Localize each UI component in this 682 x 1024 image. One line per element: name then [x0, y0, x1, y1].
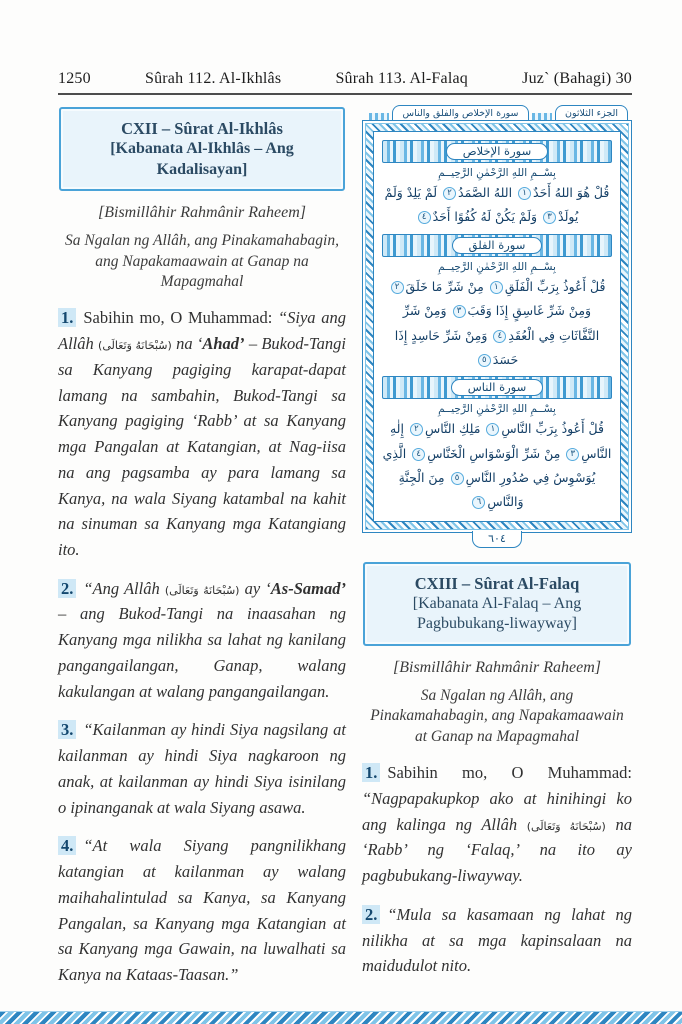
verse-112-4: [58, 833, 346, 987]
verse-number: 2.: [362, 905, 380, 924]
surah-names-tab: سورة الإخلاص والفلق والناس: [392, 105, 528, 120]
content-columns: [58, 105, 632, 1001]
tab-ornament: [369, 113, 389, 120]
ayat-falaq: قُلْ أَعُوذُ بِرَبِّ الْفَلَقِ١ مِنْ شَرِّ مَا خَلَقَ٢ وَمِنْ شَرِّ غَاسِقٍ إِذَا وَقَبَ٣ وَمِنْ شَرِّ النَّفَّاثَاتِ فِي الْعُقَدِ٤ وَمِنْ شَرِّ حَاسِدٍ إِذَا حَسَدَ٥: [382, 275, 612, 373]
bismillah-arabic: بِسْــمِ اللهِ الرَّحْمٰنِ الرَّحِيــمِ: [438, 260, 556, 273]
title-box-ikhlas-title: CXII – Sûrat Al-Ikhlâs: [121, 119, 283, 138]
bismillah-arabic: بِسْــمِ اللهِ الرَّحْمٰنِ الرَّحِيــمِ: [438, 167, 556, 179]
verse-number: 1.: [58, 308, 76, 327]
mushaf-text-area: [373, 131, 621, 522]
verse-number: 4.: [58, 836, 76, 855]
mushaf-page-number-row: [362, 531, 632, 548]
page-header: [58, 0, 632, 95]
bismillah-transliteration: [Bismillâhir Rahmânir Raheem]: [393, 658, 601, 676]
verse-112-3: [58, 717, 346, 820]
verse-text: Sabihin mo, O Muhammad: “Nagpapakupkop ako at hinihingi ko ang kalinga ng Allâh (سُبْحَانَهُ وَتَعَالَى) na ‘Rabb’ ng ‘Falaq,’ na ito ay pagbubukang-liwayway.: [362, 763, 632, 886]
title-box-ikhlas-subtitle: [Kabanata Al-Ikhlâs – Ang Kadalisayan]: [110, 140, 294, 178]
mushaf-outer-frame: [362, 120, 632, 533]
verse-text: “Kailanman ay hindi Siya nagsilang at kailanman ay hindi Siya nagkaroon ng anak, at kailanman ay hindi Siya isinilang o ipinanganak at wala Siyang asawa.: [58, 720, 346, 817]
verse-text: Sabihin mo, O Muhammad: “Siya ang Allâh (سُبْحَانَهُ وَتَعَالَى) na ‘Ahad’ – Bukod-Tangi sa Kanyang pagiging karapat-dapat lamang na sambahin, Bukod-Tangi sa Kanyang pagiging ‘Rabb’ at sa Kanyang mga Pangalan at Katangian, at Nag-iisa na ang pagsamba ay para lamang sa Kanya, na wala Siyang katambal na kahit na sinuman sa Kanyang mga Katangiang ito.: [58, 308, 346, 560]
verse-number: 2.: [58, 579, 76, 598]
page-number: 1250: [58, 70, 91, 87]
ayat-ikhlas: قُلْ هُوَ اللهُ أَحَدٌ١ اللهُ الصَّمَدُ٢ لَمْ يَلِدْ وَلَمْ يُولَدْ٣ وَلَمْ يَكُنْ لَهُ كُفُوًا أَحَدٌ٤: [384, 185, 610, 225]
title-box-falaq-subtitle: [Kabanata Al-Falaq – Ang Pagbubukang-liwayway]: [412, 594, 582, 633]
verse-112-2: [58, 576, 346, 705]
surah-title-band-falaq: [382, 234, 612, 257]
ayat-nas: قُلْ أَعُوذُ بِرَبِّ النَّاسِ١ مَلِكِ النَّاسِ٢ إِلٰهِ النَّاسِ٣ مِنْ شَرِّ الْوَسْوَاسِ الْخَنَّاسِ٤ الَّذِي يُوَسْوِسُ فِي صُدُورِ النَّاسِ٥ مِنَ الْجِنَّةِ وَالنَّاسِ٦: [382, 421, 612, 510]
header-juz-label: Juz` (Bahagi) 30: [522, 70, 632, 87]
header-surah-113: Sûrah 113. Al-Falaq: [335, 70, 468, 87]
verse-113-2: [362, 902, 632, 979]
mushaf-page-number: ٦٠٤: [472, 531, 522, 548]
verse-text: “Ang Allâh (سُبْحَانَهُ وَتَعَالَى) ay ‘As-Samad’ – ang Bukod-Tangi na inaasahan ng Kanyang mga nilikha sa lahat ng kanilang pangangailangan, Ganap, walang kakulangan at walang pangangailangan.: [58, 578, 346, 701]
juz-name-tab: الجزء الثلاثون: [555, 105, 628, 120]
bismillah-translation: Sa Ngalan ng Allâh, ang Pinakamahabagin, ang Napakamaawain at Ganap na Mapagmahal: [370, 686, 624, 745]
verse-112-1: [58, 305, 346, 562]
verse-number: 1.: [362, 763, 380, 782]
mushaf-header-tabs: [362, 105, 632, 120]
column-ikhlas-translation: [58, 105, 346, 1001]
column-falaq: [362, 105, 632, 1001]
verse-113-1: [362, 760, 632, 889]
surah-title-arabic: سورة الفلق: [452, 237, 543, 254]
tab-ornament: [532, 113, 552, 120]
surah-title-arabic: سورة الناس: [451, 379, 544, 396]
verse-text: “Mula sa kasamaan ng lahat ng nilikha at sa mga kapinsalaan na maidudulot nito.: [362, 904, 632, 976]
surah-title-arabic: سورة الإخلاص: [446, 143, 548, 160]
bismillah-arabic: بِسْــمِ اللهِ الرَّحْمٰنِ الرَّحِيــمِ: [438, 403, 556, 416]
quran-mushaf-page: [362, 105, 632, 548]
verse-text: “At wala Siyang pangnilikhang katangian at kailanman ay walang maihahalintulad sa Kanya, sa Kanyang Pangalan, sa Kanyang mga Katangian at sa Kanyang mga Gawain, na luwalhati sa Kanya na Kataas-Taasan.”: [58, 836, 346, 985]
verse-number: 3.: [58, 720, 76, 739]
bismillah-transliteration: [Bismillâhir Rahmânir Raheem]: [98, 204, 306, 222]
title-box-ikhlas: [59, 107, 345, 191]
surah-title-band-ikhlas: [382, 140, 612, 163]
mushaf-ornamental-border: [365, 123, 629, 530]
surah-title-band-nas: [382, 376, 612, 399]
header-surah-112: Sûrah 112. Al-Ikhlâs: [144, 70, 282, 87]
bismillah-translation: Sa Ngalan ng Allâh, ang Pinakamahabagin, ang Napakamaawain at Ganap na Mapagmahal: [65, 232, 339, 290]
title-box-falaq-title: CXIII – Sûrat Al-Falaq: [414, 573, 580, 593]
title-box-falaq: [363, 562, 631, 646]
bottom-ornament-strip: [0, 1011, 682, 1024]
